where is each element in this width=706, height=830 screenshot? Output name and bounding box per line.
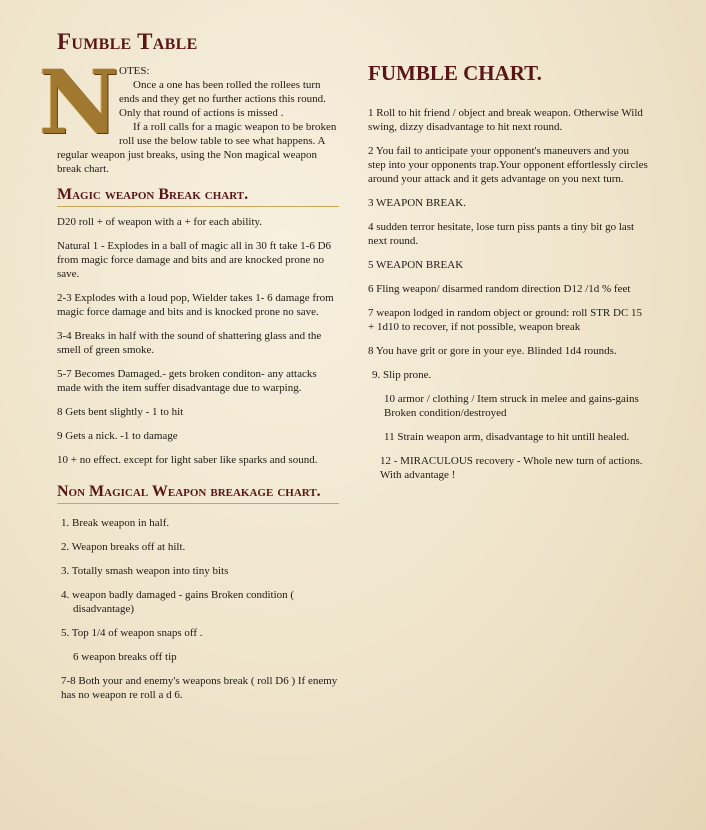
list-item: 4 sudden terror hesitate, lose turn piss pants a tiny bit go last next round.: [368, 221, 635, 247]
notes-paragraph-1: Once a one has been rolled the rollees turn ends and they get no further actions this round. Only that round of actions is missed .: [119, 79, 326, 119]
list-item: 2-3 Explodes with a loud pop, Wielder takes 1- 6 damage from magic force damage and bits and is knocked prone no save.: [57, 292, 334, 318]
list-item: 3-4 Breaks in half with the sound of shattering glass and the smell of green smoke.: [57, 330, 322, 356]
list-item: 12 - MIRACULOUS recovery - Whole new turn of actions. With advantage !: [380, 455, 643, 481]
fumble-table-title: Fumble Table: [57, 29, 198, 54]
notes-paragraph-2: If a roll calls for a magic weapon to be broken roll use the below table to see what happens. A regular weapon just breaks, using the Non magical weapon break chart.: [57, 121, 337, 175]
list-item: 10 armor / clothing / Item struck in melee and gains-gains Broken condition/destroyed: [384, 393, 639, 419]
list-item: 8 You have grit or gore in your eye. Blinded 1d4 rounds.: [368, 345, 617, 357]
list-item: 11 Strain weapon arm, disadvantage to hit untill healed.: [384, 431, 630, 443]
list-item: 8 Gets bent slightly - 1 to hit: [57, 406, 184, 418]
list-item: 2. Weapon breaks off at hilt.: [61, 541, 186, 553]
list-item: 9. Slip prone.: [372, 369, 432, 381]
list-item: 10 + no effect. except for light saber like sparks and sound.: [57, 454, 318, 466]
right-column: [368, 60, 648, 482]
list-item: 1. Break weapon in half.: [61, 517, 170, 529]
magic-weapon-break-title: Magic weapon Break chart.: [57, 186, 339, 207]
list-item: 7 weapon lodged in random object or ground: roll STR DC 15 + 1d10 to recover, if not possible, weapon break: [368, 307, 643, 333]
notes-heading: OTES:: [119, 65, 150, 77]
non-magical-weapon-list: [57, 516, 339, 702]
list-item: 6 Fling weapon/ disarmed random direction D12 /1d % feet: [368, 283, 631, 295]
list-item: 5-7 Becomes Damaged.- gets broken conditon- any attacks made with the item suffer disadvantage due to warping.: [57, 368, 317, 394]
list-item: 3. Totally smash weapon into tiny bits: [61, 565, 229, 577]
list-item: 5 WEAPON BREAK: [368, 259, 464, 271]
left-column: [38, 28, 339, 702]
list-item: 3 WEAPON BREAK.: [368, 197, 466, 209]
dropcap-letter: N: [38, 50, 120, 154]
list-item: D20 roll + of weapon with a + for each ability.: [57, 216, 263, 228]
list-item: 5. Top 1/4 of weapon snaps off .: [61, 627, 203, 639]
fumble-chart-title: FUMBLE CHART.: [368, 61, 542, 85]
list-item: 9 Gets a nick. -1 to damage: [57, 430, 178, 442]
list-item: 4. weapon badly damaged - gains Broken condition ( disadvantage): [61, 589, 295, 615]
non-magical-weapon-breakage-title: Non Magical Weapon breakage chart.: [57, 483, 339, 504]
fumble-chart-list: [368, 106, 648, 482]
notes-block: [38, 50, 339, 176]
list-item: Natural 1 - Explodes in a ball of magic all in 30 ft take 1-6 D6 from magic force damage and bits and are knocked prone no save.: [57, 240, 332, 280]
list-item: 1 Roll to hit friend / object and break weapon. Otherwise Wild swing, dizzy disadvantage to hit next round.: [368, 107, 643, 133]
list-item: 7-8 Both your and enemy's weapons break ( roll D6 ) If enemy has no weapon re roll a d 6.: [61, 675, 338, 701]
magic-weapon-list: [57, 215, 339, 467]
list-item: 2 You fail to anticipate your opponent's maneuvers and you step into your opponents trap.Your opponent effortlessly circles around your attack and it gets advantage on you next turn.: [368, 145, 648, 185]
list-item: 6 weapon breaks off tip: [73, 651, 177, 663]
